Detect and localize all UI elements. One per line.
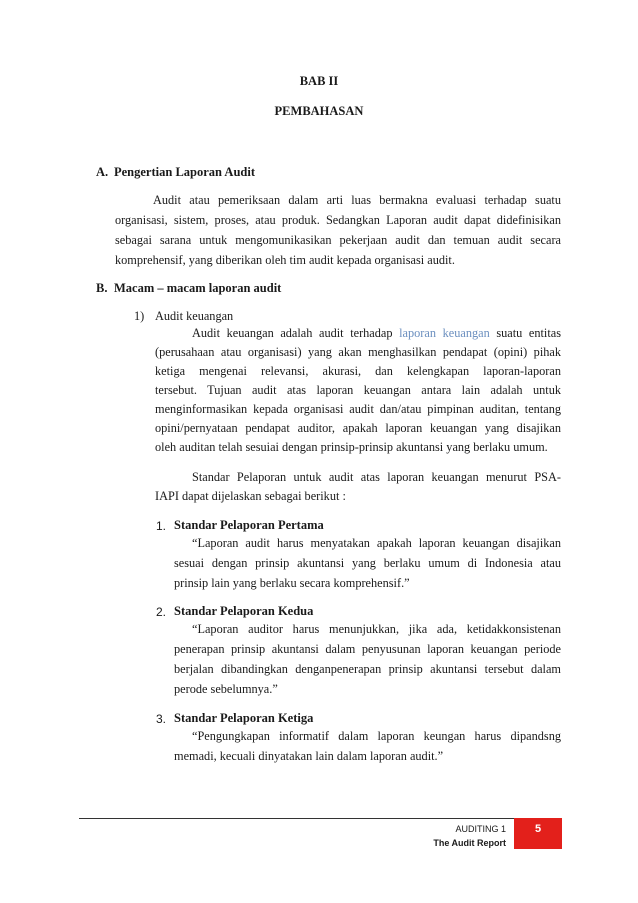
footer-rule: [79, 818, 561, 819]
chapter-heading: PEMBAHASAN: [274, 104, 364, 118]
item-1-line-1: [192, 326, 561, 341]
section-a-line-2: organisasi, sistem, proses, atau produk. Sedangkan Laporan audit dapat didefinisikan: [115, 213, 561, 227]
page-number-badge: 5: [514, 818, 562, 849]
standard-intro-line-1: Standar Pelaporan untuk audit atas laporan keuangan menurut PSA-: [192, 470, 561, 484]
standard-2-number: 2.: [156, 605, 167, 619]
section-a-line-4: komprehensif, yang diberikan oleh tim audit kepada organisasi audit.: [115, 253, 455, 267]
footer-course: AUDITING 1: [455, 824, 506, 834]
section-a-line-3: sebagai sarana untuk mengomunikasikan pekerjaan audit dan temuan audit secara: [115, 233, 561, 247]
section-b-heading: [96, 281, 281, 296]
item-1-line-6: opini/pernyataan pendapat auditor, apakah laporan keuangan yang disajikan: [155, 421, 561, 435]
standard-intro-line-2: IAPI dapat dijelaskan sebagai berikut :: [155, 489, 346, 503]
standard-1-line-3: prinsip lain yang berlaku secara komprehensif.”: [174, 576, 410, 590]
item-1-number: 1): [134, 309, 145, 323]
item-1-line-2: (perusahaan atau organisasi) yang akan menghasilkan pendapat (opini) pihak: [155, 345, 561, 359]
standard-2-title: Standar Pelaporan Kedua: [174, 604, 314, 618]
section-b-letter: B.: [96, 281, 108, 295]
standard-3-line-1: “Pengungkapan informatif dalam laporan keungan harus dipandsng: [192, 729, 561, 743]
item-1-line-1-pre: Audit keuangan adalah audit terhadap: [192, 326, 393, 340]
standard-1-line-2: sesuai dengan prinsip akuntansi yang berlaku umum di Indonesia atau: [174, 556, 561, 570]
item-1-line-4: tersebut. Tujuan audit atas laporan keuangan antara lain adalah untuk: [155, 383, 561, 397]
section-b-title: Macam – macam laporan audit: [114, 281, 282, 295]
section-a-title: Pengertian Laporan Audit: [114, 165, 255, 179]
section-a-line-1: Audit atau pemeriksaan dalam arti luas bermakna evaluasi terhadap suatu: [153, 193, 561, 207]
standard-1-line-1: “Laporan audit harus menyatakan apakah laporan keuangan disajikan: [192, 536, 561, 550]
item-1-title: Audit keuangan: [155, 309, 234, 323]
standard-1-number: 1.: [156, 519, 167, 533]
standard-2-line-2: penerapan prinsip akuntansi dalam penyusunan laporan keuangan periode: [174, 642, 561, 656]
standard-3-number: 3.: [156, 712, 167, 726]
section-a-heading: [96, 165, 255, 180]
standard-2-line-1: “Laporan auditor harus menunjukkan, jika ada, ketidakkonsistenan: [192, 622, 561, 636]
standard-1-title: Standar Pelaporan Pertama: [174, 518, 324, 532]
item-1-line-3: ketiga mengenai relevansi, akurasi, dan kelengkapan laporan-laporan: [155, 364, 561, 378]
laporan-keuangan-link[interactable]: laporan keuangan: [399, 326, 490, 340]
standard-3-line-2: memadi, kecuali dinyatakan lain dalam laporan audit.”: [174, 749, 444, 763]
standard-3-title: Standar Pelaporan Ketiga: [174, 711, 314, 725]
item-1-line-5: menginformasikan kepada organisasi audit dan/atau pimpinan auditan, tentang: [155, 402, 561, 416]
footer-subtitle: The Audit Report: [433, 838, 506, 848]
item-1-line-7: oleh auditan telah sesuiai dengan prinsip-prinsip akuntansi yang berlaku umum.: [155, 440, 548, 454]
standard-2-line-4: perode sebelumnya.”: [174, 682, 278, 696]
item-1-line-1-post: suatu entitas: [496, 326, 561, 340]
standard-2-line-3: berjalan dibandingkan denganpenerapan prinsip akuntansi tersebut dalam: [174, 662, 561, 676]
chapter-label: BAB II: [299, 74, 339, 88]
section-a-letter: A.: [96, 165, 109, 179]
